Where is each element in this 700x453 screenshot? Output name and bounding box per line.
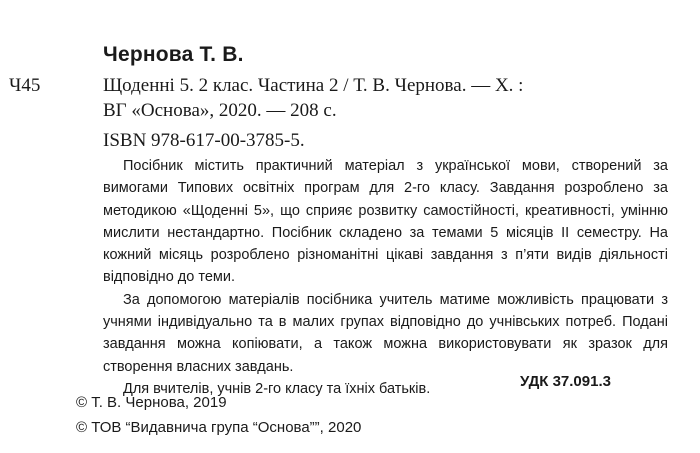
bibliographic-title-line: Щоденні 5. 2 клас. Частина 2 / Т. В. Чернова. — Х. : bbox=[103, 75, 524, 96]
annotation-paragraph-1: Посібник містить практичний матеріал з української мови, створений за вимогами Типових освітніх програм для 2-го класу. Завдання розроблено за методикою «Щоденні 5», що сприяє розвитку самостійності, креативності, умінню мислити нестандартно. Посібник складено за темами 5 місяців ІІ семестру. На кожний місяць розроблено різноманітні цікаві завдання з п’яти видів діяльності відповідно до теми. bbox=[103, 158, 668, 286]
author-name: Чернова Т. В. bbox=[103, 43, 244, 66]
bibliographic-publisher-line: ВГ «Основа», 2020. — 208 с. bbox=[103, 100, 337, 121]
copyright-author: © Т. В. Чернова, 2019 bbox=[76, 394, 227, 411]
annotation bbox=[103, 155, 668, 400]
library-code: Ч45 bbox=[9, 75, 41, 96]
isbn: ISBN 978-617-00-3785-5. bbox=[103, 130, 305, 151]
annotation-paragraph-2: За допомогою матеріалів посібника учитель матиме можливість працювати з учнями індивідуально та в малих групах відповідно до учнівських потреб. Подані завдання можна копіювати, а також можна використовувати як зразок для створення власних завдань. bbox=[103, 291, 668, 375]
udk-code: УДК 37.091.3 bbox=[520, 373, 611, 390]
copyright-publisher: © ТОВ “Видавнича група “Основа””, 2020 bbox=[76, 419, 362, 436]
annotation-audience: Для вчителів, учнів 2-го класу та їхніх батьків. bbox=[123, 380, 431, 397]
